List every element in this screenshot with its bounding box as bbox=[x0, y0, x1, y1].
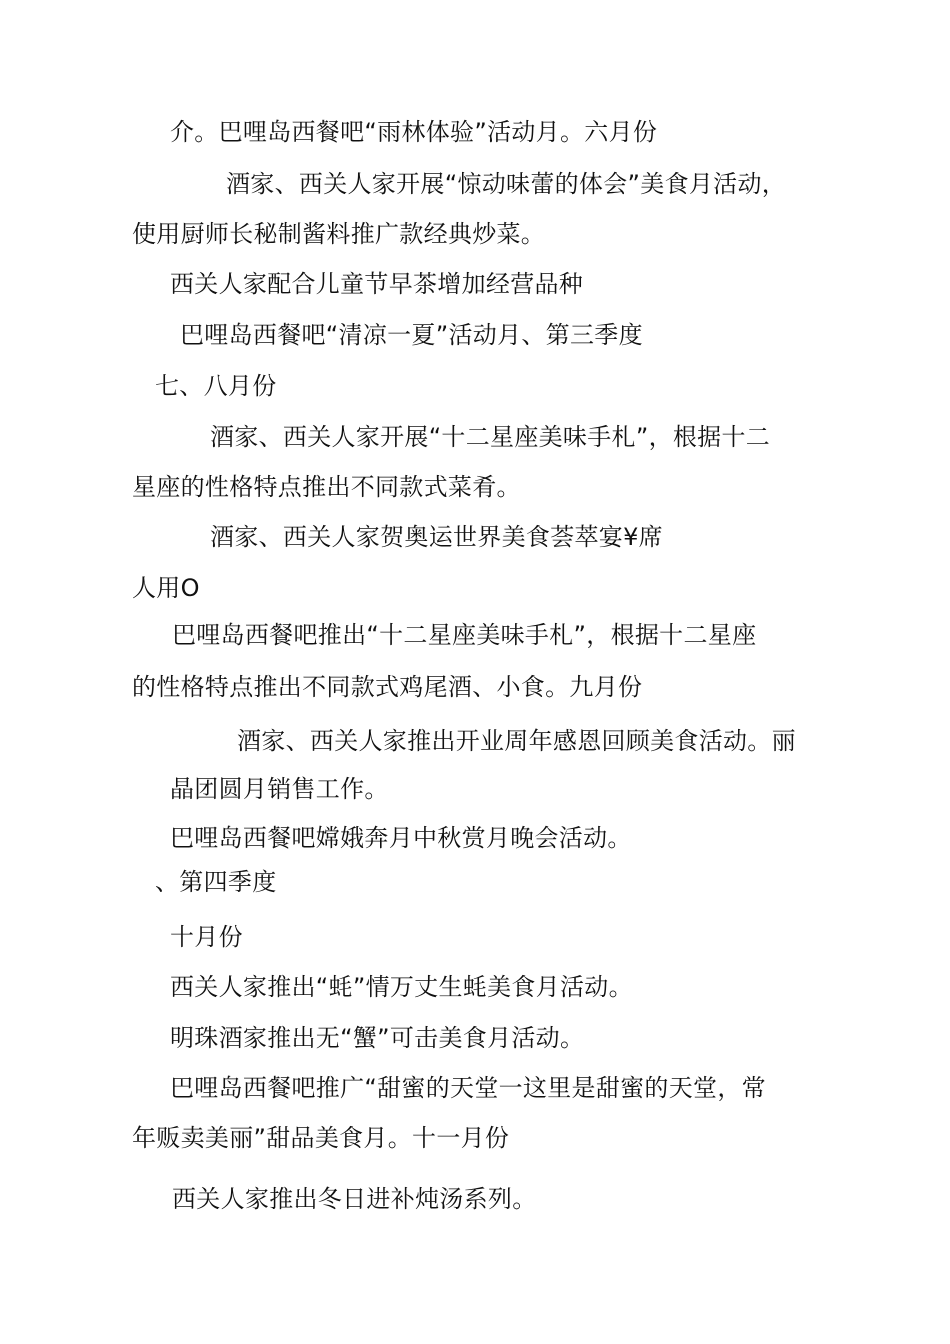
text-line-7: 酒家、西关人家开展“十二星座美味手札”，根据十二 bbox=[210, 423, 771, 451]
text-line-21: 年贩卖美丽”甜品美食月。十一月份 bbox=[132, 1124, 510, 1152]
text-line-4: 西关人家配合儿童节早茶增加经营品种 bbox=[170, 270, 584, 298]
text-line-5: 巴哩岛西餐吧“清凉一夏”活动月、第三季度 bbox=[180, 321, 643, 349]
text-line-2: 酒家、西关人家开展“惊动味蕾的体会”美食月活动， bbox=[226, 170, 787, 198]
text-line-16: 、第四季度 bbox=[155, 868, 277, 896]
text-line-13: 酒家、西关人家推出开业周年感恩回顾美食活动。丽 bbox=[237, 727, 796, 755]
text-line-17: 十月份 bbox=[170, 923, 243, 951]
text-line-18: 西关人家推出“蚝”情万丈生蚝美食月活动。 bbox=[170, 973, 633, 1001]
text-line-19: 明珠酒家推出无“蟹”可击美食月活动。 bbox=[170, 1024, 585, 1052]
text-line-3: 使用厨师长秘制酱料推广款经典炒菜。 bbox=[132, 220, 546, 248]
text-line-8: 星座的性格特点推出不同款式菜肴。 bbox=[132, 473, 521, 501]
text-line-1: 介。巴哩岛西餐吧“雨林体验”活动月。六月份 bbox=[170, 118, 658, 146]
text-line-12: 的性格特点推出不同款式鸡尾酒、小食。九月份 bbox=[132, 673, 643, 701]
text-line-22: 西关人家推出冬日进补炖汤系列。 bbox=[172, 1185, 537, 1213]
text-line-9: 酒家、西关人家贺奥运世界美食荟萃宴¥席 bbox=[210, 523, 663, 551]
text-line-10: 人用O bbox=[132, 574, 200, 602]
text-line-6: 七、八月份 bbox=[155, 372, 277, 400]
text-line-11: 巴哩岛西餐吧推出“十二星座美味手札”，根据十二星座 bbox=[172, 621, 757, 649]
text-line-14: 晶团圆月销售工作。 bbox=[170, 775, 389, 803]
text-line-15: 巴哩岛西餐吧嫦娥奔月中秋赏月晚会活动。 bbox=[170, 824, 632, 852]
text-line-20: 巴哩岛西餐吧推广“甜蜜的天堂一这里是甜蜜的天堂，常 bbox=[170, 1074, 766, 1102]
